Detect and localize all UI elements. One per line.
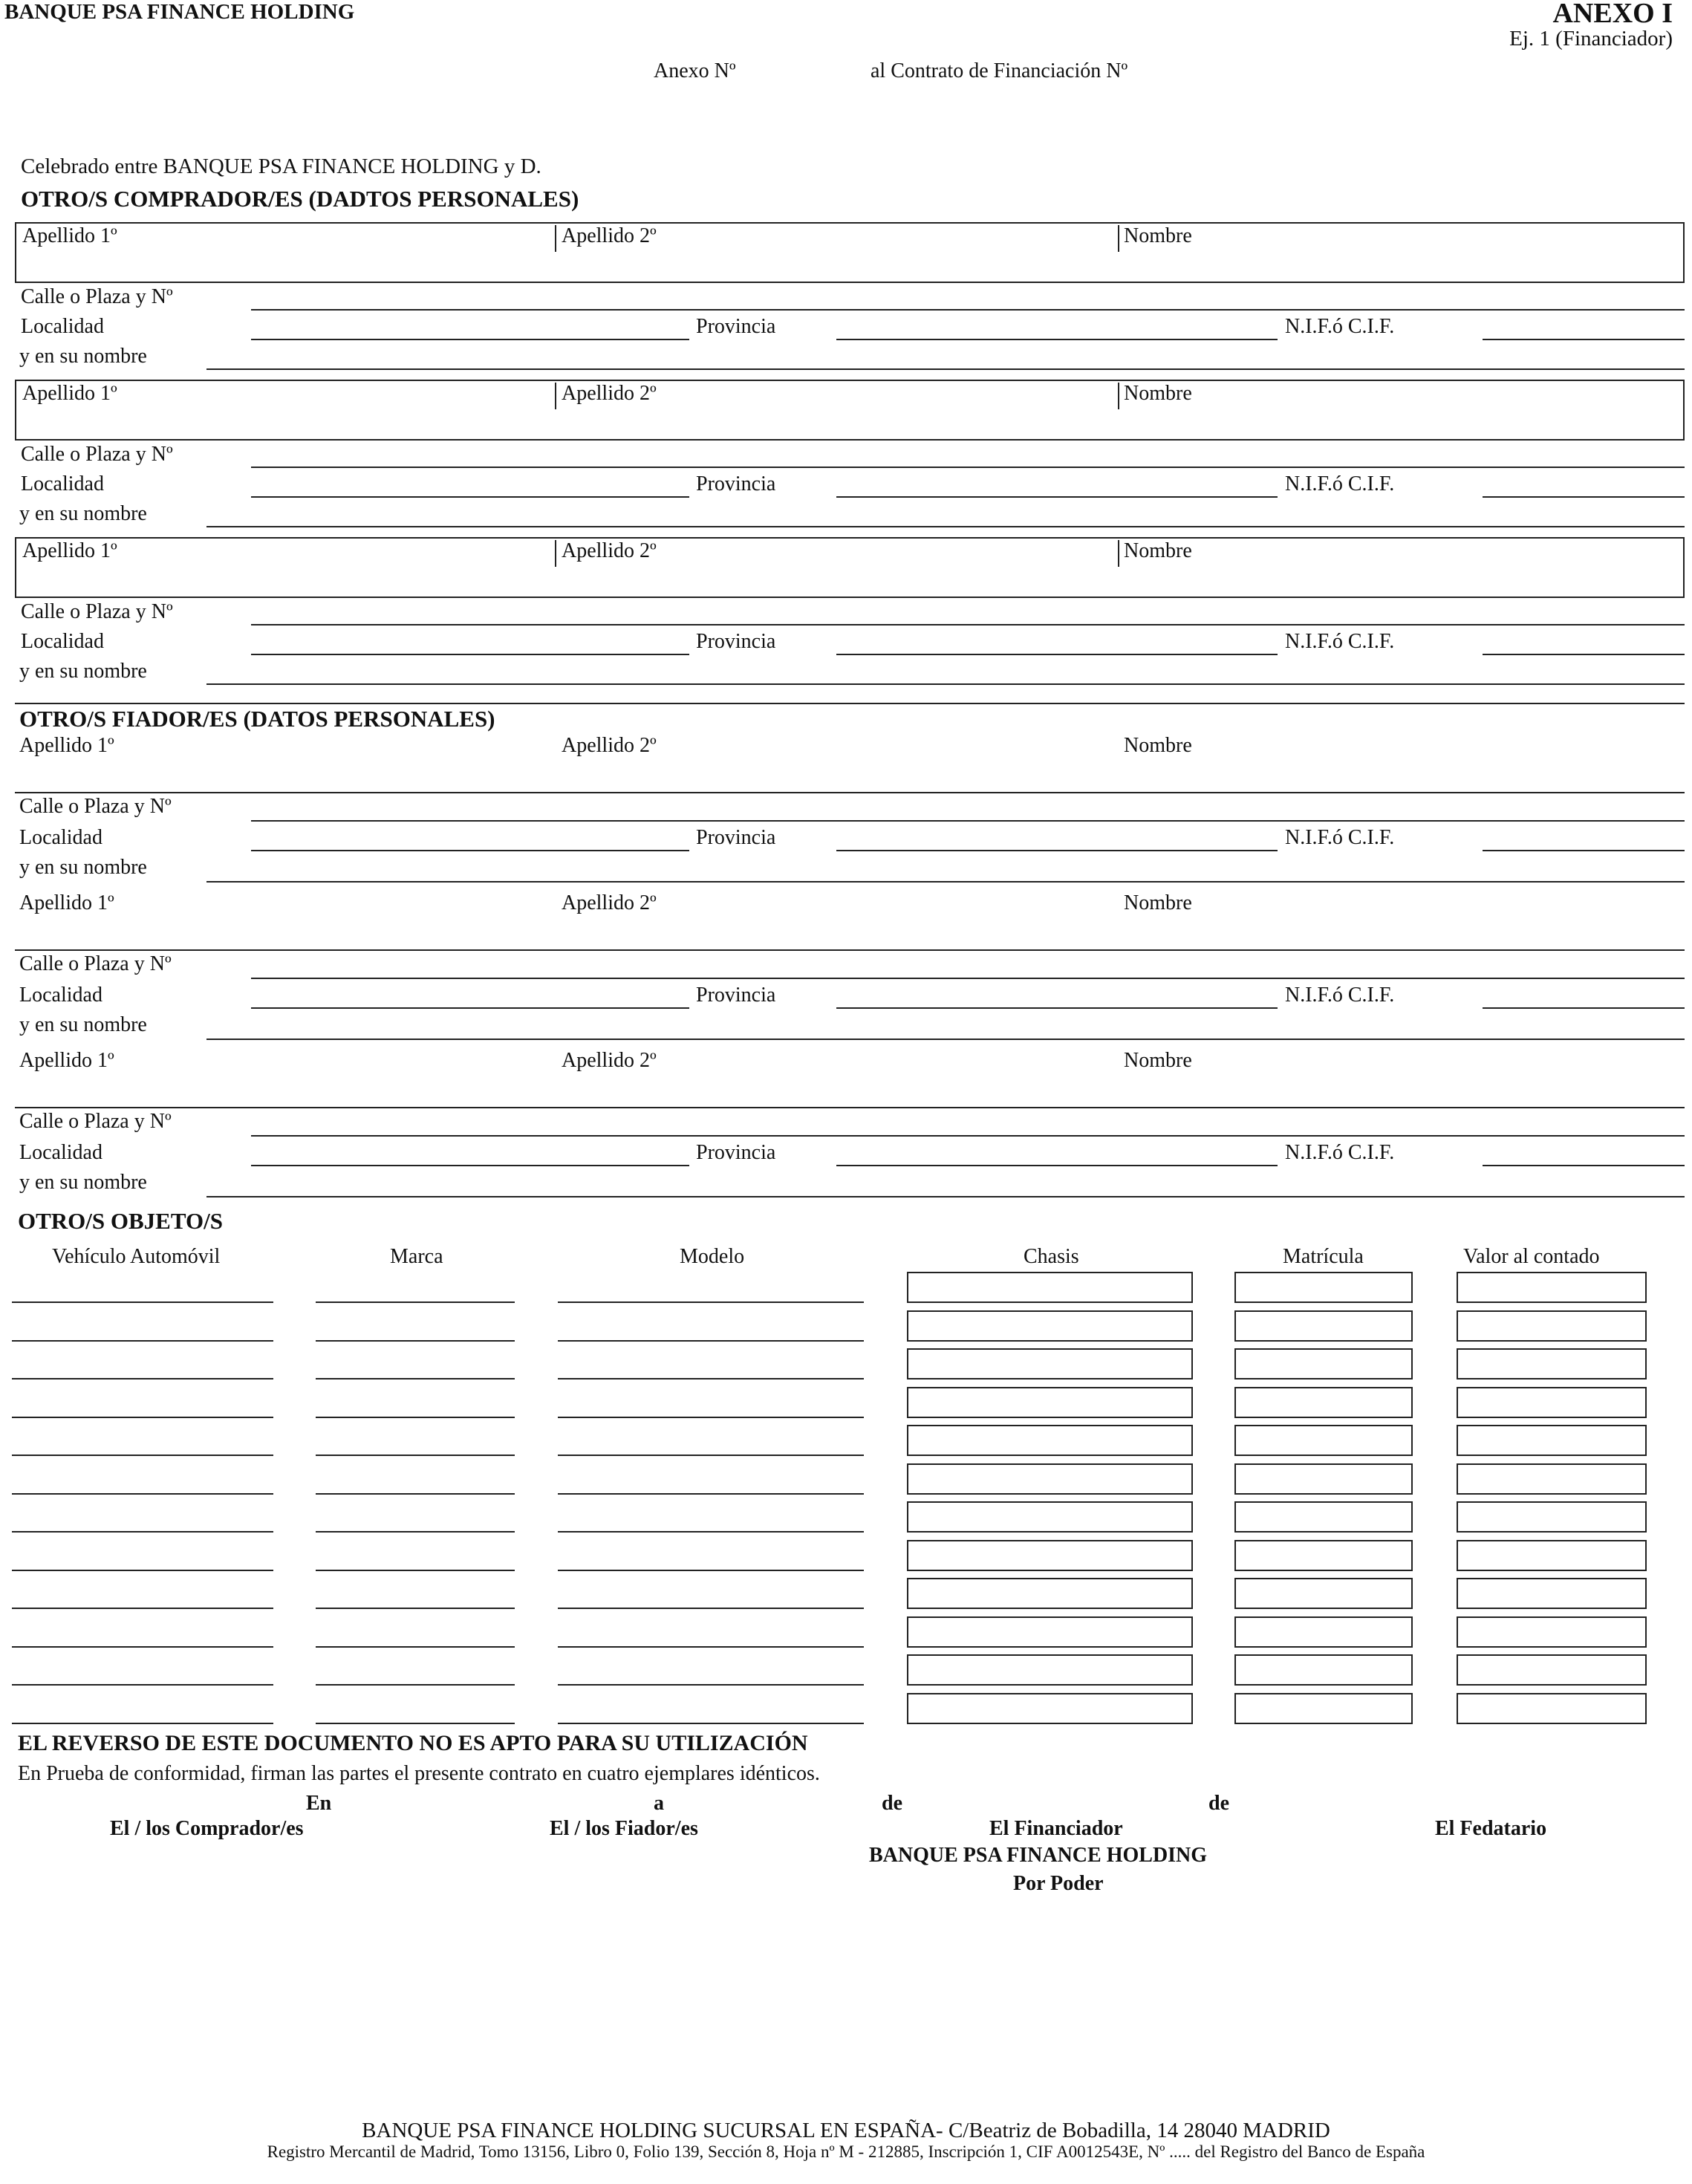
valor-field[interactable] [1457, 1693, 1647, 1724]
marca-field[interactable] [316, 1570, 515, 1571]
divider [555, 540, 556, 567]
divider [555, 225, 556, 252]
chasis-field[interactable] [907, 1616, 1193, 1648]
calle-field[interactable] [251, 978, 1685, 979]
footer-registry: Registro Mercantil de Madrid, Tomo 13156, Libro 0, Folio 139, Sección 8, Hoja nº M - 212885, Inscripción 1, CIF A0012543E, Nº ..... del Registro del Banco de España [267, 2142, 1425, 2161]
nombre-de-field[interactable] [206, 368, 1685, 370]
modelo-field[interactable] [558, 1684, 864, 1686]
chasis-field[interactable] [907, 1425, 1193, 1456]
marca-field[interactable] [316, 1646, 515, 1648]
nif-field[interactable] [1483, 654, 1685, 655]
copy-label: Ej. 1 (Financiador) [1509, 27, 1673, 51]
chasis-field[interactable] [907, 1272, 1193, 1303]
divider [1118, 383, 1119, 409]
matricula-field[interactable] [1234, 1310, 1413, 1342]
apellido1-label: Apellido 1º [19, 891, 114, 914]
nif-label: N.I.F.ó C.I.F. [1285, 984, 1395, 1007]
comprador-name-box[interactable] [15, 222, 1685, 283]
vehiculo-field[interactable] [12, 1493, 273, 1495]
modelo-field[interactable] [558, 1378, 864, 1379]
nombre-label: Nombre [1124, 1049, 1192, 1072]
localidad-label: Localidad [21, 630, 104, 653]
localidad-field[interactable] [251, 339, 689, 340]
nif-label: N.I.F.ó C.I.F. [1285, 826, 1395, 849]
divider [555, 383, 556, 409]
chasis-field[interactable] [907, 1463, 1193, 1495]
nombre-label: Nombre [1124, 734, 1192, 757]
valor-field[interactable] [1457, 1654, 1647, 1686]
footer-address: BANQUE PSA FINANCE HOLDING SUCURSAL EN ESPAÑA- C/Beatriz de Bobadilla, 14 28040 MADRID [362, 2119, 1330, 2142]
col-chasis: Chasis [1024, 1245, 1079, 1268]
nif-field[interactable] [1483, 496, 1685, 498]
marca-field[interactable] [316, 1684, 515, 1686]
nombre-label: Nombre [1124, 224, 1192, 247]
apellido2-label: Apellido 2º [562, 1049, 657, 1072]
nombre-de-label: y en su nombre [19, 660, 147, 683]
nombre-de-label: y en su nombre [19, 856, 147, 879]
localidad-field[interactable] [251, 496, 689, 498]
chasis-field[interactable] [907, 1578, 1193, 1609]
calle-field[interactable] [251, 467, 1685, 468]
nif-label: N.I.F.ó C.I.F. [1285, 315, 1395, 338]
apellido1-label: Apellido 1º [19, 734, 114, 757]
localidad-field[interactable] [251, 850, 689, 851]
marca-field[interactable] [316, 1340, 515, 1342]
financiador-company: BANQUE PSA FINANCE HOLDING [869, 1844, 1208, 1867]
objetos-section-title: OTRO/S OBJETO/S [18, 1208, 223, 1234]
nombre-de-field[interactable] [206, 1196, 1685, 1197]
localidad-label: Localidad [21, 315, 104, 338]
contrato-no-label: al Contrato de Financiación Nº [871, 59, 1128, 82]
name-field[interactable] [15, 792, 1685, 793]
nombre-de-field[interactable] [206, 1039, 1685, 1040]
localidad-label: Localidad [19, 1141, 103, 1164]
chasis-field[interactable] [907, 1540, 1193, 1571]
nif-field[interactable] [1483, 339, 1685, 340]
calle-field[interactable] [251, 1135, 1685, 1137]
provincia-field[interactable] [836, 850, 1278, 851]
nif-label: N.I.F.ó C.I.F. [1285, 630, 1395, 653]
provincia-label: Provincia [696, 472, 776, 495]
apellido1-label: Apellido 1º [19, 1049, 114, 1072]
provincia-label: Provincia [696, 826, 776, 849]
calle-label: Calle o Plaza y Nº [21, 600, 173, 623]
valor-field[interactable] [1457, 1463, 1647, 1495]
marca-field[interactable] [316, 1417, 515, 1418]
nif-field[interactable] [1483, 1165, 1685, 1166]
valor-field[interactable] [1457, 1540, 1647, 1571]
marca-field[interactable] [316, 1378, 515, 1379]
vehiculo-field[interactable] [12, 1684, 273, 1686]
matricula-field[interactable] [1234, 1272, 1413, 1303]
apellido2-label: Apellido 2º [562, 382, 657, 405]
matricula-field[interactable] [1234, 1501, 1413, 1533]
localidad-field[interactable] [251, 1165, 689, 1166]
chasis-field[interactable] [907, 1387, 1193, 1418]
chasis-field[interactable] [907, 1654, 1193, 1686]
localidad-field[interactable] [251, 654, 689, 655]
divider [1118, 225, 1119, 252]
name-field[interactable] [15, 1107, 1685, 1108]
apellido1-label: Apellido 1º [22, 224, 117, 247]
section-divider [15, 703, 1685, 704]
matricula-field[interactable] [1234, 1540, 1413, 1571]
nombre-label: Nombre [1124, 539, 1192, 562]
celebrado-text: Celebrado entre BANQUE PSA FINANCE HOLDING y D. [21, 155, 541, 178]
matricula-field[interactable] [1234, 1463, 1413, 1495]
vehiculo-field[interactable] [12, 1301, 273, 1303]
col-vehiculo: Vehículo Automóvil [52, 1245, 221, 1268]
nif-label: N.I.F.ó C.I.F. [1285, 1141, 1395, 1164]
modelo-field[interactable] [558, 1608, 864, 1609]
marca-field[interactable] [316, 1723, 515, 1724]
nombre-de-field[interactable] [206, 526, 1685, 527]
anexo-title: ANEXO I [1552, 0, 1673, 29]
compradores-signature-label: El / los Comprador/es [110, 1817, 304, 1840]
col-marca: Marca [390, 1245, 443, 1268]
anexo-no-label: Anexo Nº [654, 59, 736, 82]
calle-label: Calle o Plaza y Nº [19, 952, 172, 975]
valor-field[interactable] [1457, 1348, 1647, 1379]
matricula-field[interactable] [1234, 1425, 1413, 1456]
fiadores-section-title: OTRO/S FIADOR/ES (DATOS PERSONALES) [19, 706, 495, 732]
localidad-field[interactable] [251, 1007, 689, 1009]
calle-label: Calle o Plaza y Nº [19, 795, 172, 818]
valor-field[interactable] [1457, 1310, 1647, 1342]
matricula-field[interactable] [1234, 1693, 1413, 1724]
matricula-field[interactable] [1234, 1654, 1413, 1686]
provincia-field[interactable] [836, 1007, 1278, 1009]
modelo-field[interactable] [558, 1455, 864, 1456]
provincia-field[interactable] [836, 1165, 1278, 1166]
nombre-de-field[interactable] [206, 881, 1685, 883]
compradores-section-title: OTRO/S COMPRADOR/ES (DADTOS PERSONALES) [21, 186, 579, 212]
vehiculo-field[interactable] [12, 1531, 273, 1533]
valor-field[interactable] [1457, 1425, 1647, 1456]
valor-field[interactable] [1457, 1578, 1647, 1609]
de-label-2: de [1208, 1792, 1229, 1815]
valor-field[interactable] [1457, 1501, 1647, 1533]
financiador-signature-label: El Financiador [989, 1817, 1123, 1840]
calle-label: Calle o Plaza y Nº [21, 285, 173, 308]
nombre-de-label: y en su nombre [19, 1171, 147, 1194]
reverso-warning: EL REVERSO DE ESTE DOCUMENTO NO ES APTO PARA SU UTILIZACIÓN [18, 1731, 808, 1755]
vehiculo-field[interactable] [12, 1340, 273, 1342]
calle-label: Calle o Plaza y Nº [21, 443, 173, 466]
matricula-field[interactable] [1234, 1616, 1413, 1648]
provincia-label: Provincia [696, 984, 776, 1007]
col-valor: Valor al contado [1463, 1245, 1600, 1268]
apellido1-label: Apellido 1º [22, 539, 117, 562]
calle-field[interactable] [251, 820, 1685, 822]
chasis-field[interactable] [907, 1310, 1193, 1342]
modelo-field[interactable] [558, 1646, 864, 1648]
modelo-field[interactable] [558, 1417, 864, 1418]
modelo-field[interactable] [558, 1340, 864, 1342]
apellido2-label: Apellido 2º [562, 891, 657, 914]
vehiculo-field[interactable] [12, 1455, 273, 1456]
chasis-field[interactable] [907, 1348, 1193, 1379]
fedatario-signature-label: El Fedatario [1435, 1817, 1547, 1840]
nif-field[interactable] [1483, 1007, 1685, 1009]
chasis-field[interactable] [907, 1501, 1193, 1533]
comprador-name-box[interactable] [15, 537, 1685, 598]
nombre-de-label: y en su nombre [19, 502, 147, 525]
col-modelo: Modelo [680, 1245, 745, 1268]
matricula-field[interactable] [1234, 1348, 1413, 1379]
apellido2-label: Apellido 2º [562, 539, 657, 562]
chasis-field[interactable] [907, 1693, 1193, 1724]
vehiculo-field[interactable] [12, 1723, 273, 1724]
vehiculo-field[interactable] [12, 1378, 273, 1379]
matricula-field[interactable] [1234, 1578, 1413, 1609]
provincia-field[interactable] [836, 339, 1278, 340]
vehiculo-field[interactable] [12, 1570, 273, 1571]
valor-field[interactable] [1457, 1387, 1647, 1418]
modelo-field[interactable] [558, 1493, 864, 1495]
localidad-label: Localidad [21, 472, 104, 495]
marca-field[interactable] [316, 1531, 515, 1533]
vehiculo-field[interactable] [12, 1608, 273, 1609]
valor-field[interactable] [1457, 1616, 1647, 1648]
nombre-label: Nombre [1124, 891, 1192, 914]
apellido2-label: Apellido 2º [562, 734, 657, 757]
company-name: BANQUE PSA FINANCE HOLDING [4, 0, 355, 24]
vehiculo-field[interactable] [12, 1417, 273, 1418]
vehiculo-field[interactable] [12, 1646, 273, 1648]
modelo-field[interactable] [558, 1723, 864, 1724]
col-matricula: Matrícula [1283, 1245, 1364, 1268]
nombre-de-label: y en su nombre [19, 345, 147, 368]
name-field[interactable] [15, 949, 1685, 951]
provincia-field[interactable] [836, 496, 1278, 498]
provincia-label: Provincia [696, 315, 776, 338]
matricula-field[interactable] [1234, 1387, 1413, 1418]
modelo-field[interactable] [558, 1570, 864, 1571]
provincia-label: Provincia [696, 1141, 776, 1164]
marca-field[interactable] [316, 1493, 515, 1495]
calle-field[interactable] [251, 624, 1685, 625]
modelo-field[interactable] [558, 1531, 864, 1533]
apellido1-label: Apellido 1º [22, 382, 117, 405]
a-label: a [654, 1792, 664, 1815]
valor-field[interactable] [1457, 1272, 1647, 1303]
comprador-name-box[interactable] [15, 380, 1685, 441]
calle-field[interactable] [251, 309, 1685, 311]
marca-field[interactable] [316, 1301, 515, 1303]
por-poder-label: Por Poder [1013, 1872, 1104, 1895]
nombre-label: Nombre [1124, 382, 1192, 405]
marca-field[interactable] [316, 1608, 515, 1609]
provincia-label: Provincia [696, 630, 776, 653]
marca-field[interactable] [316, 1455, 515, 1456]
nombre-de-field[interactable] [206, 683, 1685, 685]
de-label-1: de [882, 1792, 902, 1815]
divider [1118, 540, 1119, 567]
calle-label: Calle o Plaza y Nº [19, 1110, 172, 1133]
provincia-field[interactable] [836, 654, 1278, 655]
fiadores-signature-label: El / los Fiador/es [550, 1817, 698, 1840]
en-label: En [306, 1792, 332, 1815]
nif-label: N.I.F.ó C.I.F. [1285, 472, 1395, 495]
nombre-de-label: y en su nombre [19, 1013, 147, 1036]
localidad-label: Localidad [19, 984, 103, 1007]
modelo-field[interactable] [558, 1301, 864, 1303]
localidad-label: Localidad [19, 826, 103, 849]
apellido2-label: Apellido 2º [562, 224, 657, 247]
conformidad-text: En Prueba de conformidad, firman las partes el presente contrato en cuatro ejemplares idénticos. [18, 1762, 820, 1785]
nif-field[interactable] [1483, 850, 1685, 851]
